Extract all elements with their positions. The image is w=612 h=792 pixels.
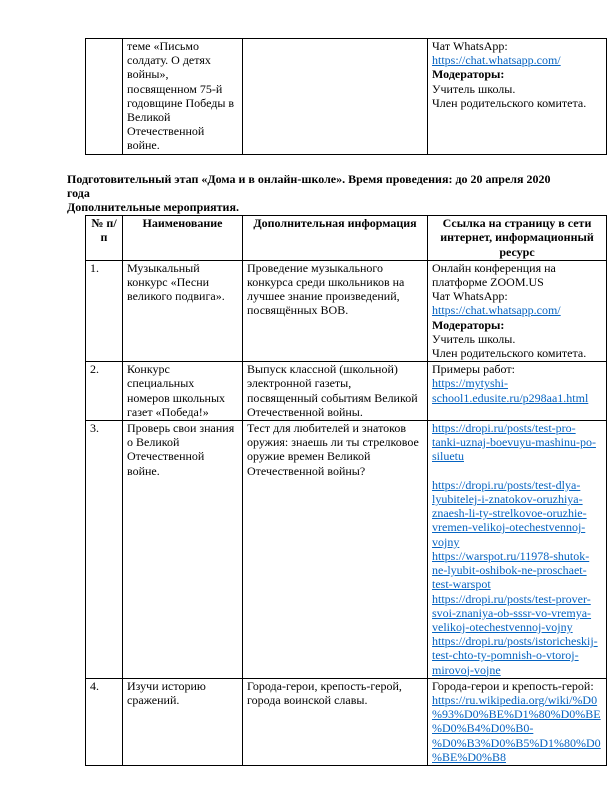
row3-name: Проверь свои знания о Великой Отечественной войне. <box>127 421 235 478</box>
examples-link[interactable]: https://mytyshi-school1.edusite.ru/p298aa1.html <box>432 376 589 405</box>
row3-number: 3. <box>86 421 123 679</box>
continuation-table <box>85 38 607 155</box>
header-link: Ссылка на страницу в сети интернет, информационный ресурс <box>428 216 607 261</box>
stage-subtitle: Дополнительные мероприятия. <box>67 200 239 215</box>
cont-topic-cell <box>123 39 243 155</box>
cont-num-cell <box>86 39 123 155</box>
moderator-2: Член родительского комитета. <box>432 95 587 110</box>
test-link-weapons[interactable]: https://dropi.ru/posts/test-dlya-lyubitelej-i-znatokov-oruzhiya-znaesh-li-ty-strelkovoe-oruzhie-vremen-velikoj-otechestvennoj-vojny <box>432 477 587 549</box>
test-link-history[interactable]: https://dropi.ru/posts/istoricheskij-test-chto-ty-pomnish-o-vtoroj-mirovoj-vojne <box>432 634 598 677</box>
test-link-sssr[interactable]: https://dropi.ru/posts/test-prover-svoi-znaniya-ob-sssr-vo-vremya-velikoj-otechestvennoj-vojny <box>432 591 592 634</box>
whatsapp-link[interactable]: https://chat.whatsapp.com/ <box>432 303 561 318</box>
row4-name-cell <box>123 678 243 765</box>
row3-name-cell <box>123 421 243 679</box>
row4-info: Города-герои, крепость-герой, города воинской славы. <box>247 678 402 707</box>
table-row <box>86 362 607 421</box>
row4-number: 4. <box>86 678 123 765</box>
table-row <box>86 678 607 765</box>
row3-links-cell <box>428 421 607 679</box>
section-heading <box>67 172 570 215</box>
moderators-label: Модераторы: <box>432 67 505 82</box>
test-link-tanks[interactable]: https://dropi.ru/posts/test-pro-tanki-uznaj-boevuyu-mashinu-po-siluetu <box>432 421 596 464</box>
row2-number: 2. <box>86 362 123 421</box>
row3-info-cell <box>243 421 428 679</box>
whatsapp-link[interactable]: https://chat.whatsapp.com/ <box>432 53 561 68</box>
blank-line <box>432 464 602 478</box>
cont-links-cell <box>428 39 607 155</box>
header-info: Дополнительная информация <box>243 216 428 261</box>
cont-info-cell <box>243 39 428 155</box>
activities-table <box>85 215 607 766</box>
row4-name: Изучи историю сражений. <box>127 678 206 707</box>
row1-links-cell <box>428 260 607 361</box>
row3-info: Тест для любителей и знатоков оружия: знаешь ли ты стрелковое оружие времен Великой Отечественной войны? <box>247 421 419 478</box>
chat-label: Чат WhatsApp: <box>432 289 508 304</box>
table-row <box>86 39 607 155</box>
row2-info: Выпуск классной (школьной) электронной газеты, посвященный событиям Великой Отечественной войны. <box>247 362 418 419</box>
row1-info-cell <box>243 260 428 361</box>
examples-label: Примеры работ: <box>432 362 515 377</box>
row4-links-cell <box>428 678 607 765</box>
header-num: № п/п <box>86 216 123 261</box>
moderator-1: Учитель школы. <box>432 331 516 346</box>
table-row <box>86 260 607 361</box>
table-header-row <box>86 216 607 261</box>
row2-name-cell <box>123 362 243 421</box>
row2-name: Конкурс специальных номеров школьных газет «Победа!» <box>127 362 226 419</box>
moderator-1: Учитель школы. <box>432 81 516 96</box>
test-link-warspot[interactable]: https://warspot.ru/11978-shutok-ne-lyubit-oshibok-ne-proschaet-test-warspot <box>432 548 590 592</box>
row2-info-cell <box>243 362 428 421</box>
row1-name-cell <box>123 260 243 361</box>
cont-topic-text: теме «Письмо солдату. О детях войны», посвященном 75-й годовщине Победы в Великой Отечественной войне. <box>127 39 235 153</box>
row2-links-cell <box>428 362 607 421</box>
wikipedia-cities-link[interactable]: https://ru.wikipedia.org/wiki/%D0%93%D0%BE%D1%80%D0%BE%D0%B4%D0%B0-%D0%B3%D0%B5%D1%80%D0%BE%D0%B8 <box>432 692 601 764</box>
cities-label: Города-герои и крепость-герой: <box>432 678 594 693</box>
chat-label: Чат WhatsApp: <box>432 39 508 53</box>
row4-info-cell <box>243 678 428 765</box>
row1-info: Проведение музыкального конкурса среди школьников на лучшее знание произведений, посвящённых ВОВ. <box>247 260 405 318</box>
table-row <box>86 421 607 679</box>
stage-title: Подготовительный этап «Дома и в онлайн-школе». Время проведения: до 20 апреля 2020 года <box>67 171 551 200</box>
moderators-label: Модераторы: <box>432 317 505 332</box>
conference-text: Онлайн конференция на платформе ZOOM.US <box>432 260 556 290</box>
moderator-2: Член родительского комитета. <box>432 346 587 361</box>
row1-number: 1. <box>86 260 123 361</box>
header-name: Наименование <box>123 216 243 261</box>
row1-name: Музыкальный конкурс «Песни великого подвига». <box>127 260 225 304</box>
